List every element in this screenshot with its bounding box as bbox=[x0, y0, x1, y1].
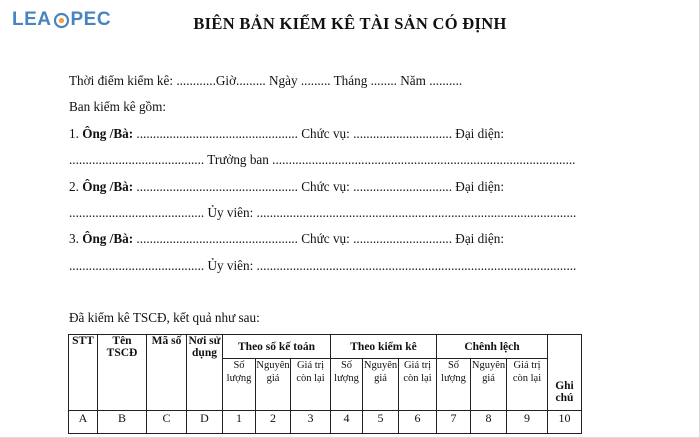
sub-nguyen-gia-1: Nguyên giá bbox=[256, 359, 291, 411]
member-3-rest: ................................................. Chức vụ: .............................. Đại diện: bbox=[133, 231, 505, 246]
member-2-line bbox=[69, 179, 504, 195]
member-3-line bbox=[69, 231, 504, 247]
sub-so-luong-1: Số lượng bbox=[223, 359, 256, 411]
header-theo-kiem-ke: Theo kiểm kê bbox=[331, 335, 437, 359]
index-cell: 6 bbox=[399, 411, 437, 434]
member-1-label: Ông /Bà: bbox=[82, 126, 134, 141]
sub-so-luong-3: Số lượng bbox=[437, 359, 471, 411]
index-cell: C bbox=[147, 411, 187, 434]
index-cell: 7 bbox=[437, 411, 471, 434]
sub-nguyen-gia-2: Nguyên giá bbox=[363, 359, 399, 411]
header-stt: STT bbox=[69, 335, 98, 411]
header-ten-tscd: Tên TSCĐ bbox=[98, 335, 147, 411]
sub-gia-tri-con-lai-1: Giá trị còn lại bbox=[291, 359, 331, 411]
tscd-table bbox=[68, 334, 582, 434]
member-2-role-line: ......................................... Ủy viên: ................................................................................................. bbox=[69, 205, 577, 220]
index-cell: 8 bbox=[471, 411, 507, 434]
index-cell: 5 bbox=[363, 411, 399, 434]
board-label: Ban kiểm kê gồm: bbox=[69, 99, 167, 114]
sub-nguyen-gia-3: Nguyên giá bbox=[471, 359, 507, 411]
index-cell: B bbox=[98, 411, 147, 434]
index-cell: 9 bbox=[507, 411, 548, 434]
time-line: Thời điểm kiểm kê: ............Giờ......... Ngày ......... Tháng ........ Năm .......... bbox=[69, 73, 463, 88]
member-1-rest: ................................................. Chức vụ: .............................. Đại diện: bbox=[133, 126, 505, 141]
header-ma-so: Mã số bbox=[147, 335, 187, 411]
member-3-label: Ông /Bà: bbox=[82, 231, 134, 246]
member-1-role-line: ......................................... Trưởng ban ............................................................................................ bbox=[69, 152, 576, 167]
sub-gia-tri-con-lai-3: Giá trị còn lại bbox=[507, 359, 548, 411]
index-cell: 3 bbox=[291, 411, 331, 434]
sub-gia-tri-con-lai-2: Giá trị còn lại bbox=[399, 359, 437, 411]
sub-so-luong-2: Số lượng bbox=[331, 359, 363, 411]
member-3-prefix: 3. bbox=[69, 231, 83, 246]
index-cell: 10 bbox=[548, 411, 582, 434]
index-cell: 2 bbox=[256, 411, 291, 434]
index-cell: A bbox=[69, 411, 98, 434]
member-3-role-line: ......................................... Ủy viên: ................................................................................................. bbox=[69, 258, 577, 273]
index-cell: 1 bbox=[223, 411, 256, 434]
member-2-label: Ông /Bà: bbox=[82, 179, 134, 194]
result-line: Đã kiểm kê TSCĐ, kết quả như sau: bbox=[69, 310, 260, 325]
document-title: BIÊN BẢN KIỂM KÊ TÀI SẢN CÓ ĐỊNH bbox=[193, 14, 507, 33]
member-1-prefix: 1. bbox=[69, 126, 83, 141]
header-noi-su-dung: Nơi sử dụng bbox=[187, 335, 223, 411]
logo-text-prefix: LEA bbox=[12, 9, 52, 30]
member-1-line bbox=[69, 126, 504, 142]
logo-text-suffix: PEC bbox=[70, 9, 112, 30]
index-row bbox=[69, 411, 582, 434]
member-2-rest: ................................................. Chức vụ: .............................. Đại diện: bbox=[133, 179, 505, 194]
index-cell: D bbox=[187, 411, 223, 434]
header-ghi-chu: Ghi chú bbox=[548, 335, 582, 411]
index-cell: 4 bbox=[331, 411, 363, 434]
header-chenh-lech: Chênh lệch bbox=[437, 335, 548, 359]
member-2-prefix: 2. bbox=[69, 179, 83, 194]
header-theo-so-ke-toan: Theo sổ kế toán bbox=[223, 335, 331, 359]
